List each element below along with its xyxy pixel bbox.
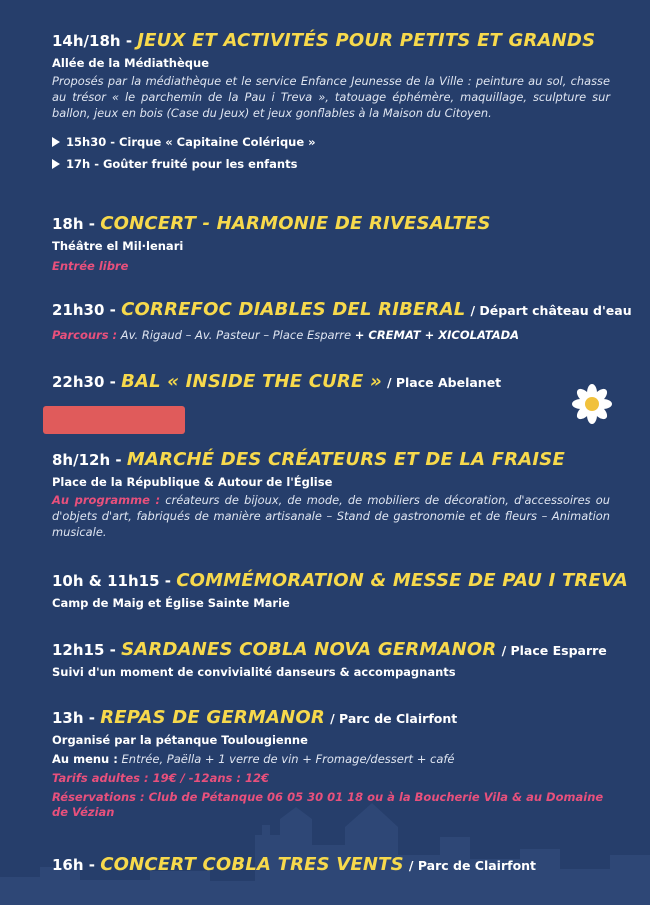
event-menu: Au menu : Entrée, Paëlla + 1 verre de vin + Fromage/dessert + café [52,752,455,766]
event-time: 8h/12h [52,451,111,469]
event-sardanes: 12h15 - SARDANES COBLA NOVA GERMANOR / Place Esparre Suivi d'un moment de convivialité danseurs & accompagnants [52,641,610,679]
event-time: 18h [52,215,84,233]
event-reservations: Réservations : Club de Pétanque 06 05 30 01 18 ou à la Boucherie Vila & au Domaine de Vézian [52,790,604,819]
event-title: SARDANES COBLA NOVA GERMANOR [121,639,497,660]
event-title: CONCERT COBLA TRES VENTS [100,854,404,875]
event-title: CONCERT - HARMONIE DE RIVESALTES [100,213,491,234]
event-title: CORREFOC DIABLES DEL RIBERAL [121,299,466,320]
event-concert-cobla: 16h - CONCERT COBLA TRES VENTS / Parc de Clairfont [52,854,537,875]
event-title: JEUX ET ACTIVITÉS POUR PETITS ET GRANDS [137,30,596,51]
event-commemoration: 10h & 11h15 - COMMÉMORATION & MESSE DE PAU I TREVA Camp de Maig et Église Sainte Marie [52,570,629,610]
event-place: / Départ château d'eau [470,303,632,318]
event-repas-germanor: 13h - REPAS DE GERMANOR / Parc de Clairfont Organisé par la pétanque Toulougienne Au menu : Entrée, Paëlla + 1 verre de vin + Fromage/dessert + café Tarifs adultes : 19€ / -12ans : 12€ Réservations : Club de Pétanque 06 05 30 01 18 ou à la Boucherie Vila & au Domaine de Vézian [52,709,610,820]
event-description: Proposés par la médiathèque et le service Enfance Jeunesse de la Ville : peinture au sol, chasse au trésor « le parchemin de la Pau i Treva », tatouage éphémère, maquillage, sculpture sur ballon, jeux en bois (Case du Jeux) et jeux gonflables à la Maison du Citoyen. [52,74,610,120]
event-note: Entrée libre [52,259,129,273]
event-prices: Tarifs adultes : 19€ / -12ans : 12€ [52,771,269,785]
event-place: / Parc de Clairfont [330,711,458,726]
event-correfoc: 21h30 - CORREFOC DIABLES DEL RIBERAL / Départ château d'eau Parcours : Av. Rigaud – Av. Pasteur – Place Esparre + CREMAT + XICOLATADA [52,299,632,342]
event-location: Suivi d'un moment de convivialité danseurs & accompagnants [52,665,456,679]
daisy-flower-icon [571,383,613,425]
event-jeux-activites: 14h/18h - JEUX ET ACTIVITÉS POUR PETITS ET GRANDS Allée de la Médiathèque Proposés par la médiathèque et le service Enfance Jeunesse de la Ville : peinture au sol, chasse au trésor « le parchemin de la Pau i Treva », tatouage éphémère, maquillage, sculpture sur ballon, jeux en bois (Case du Jeux) et jeux gonflables à la Maison du Citoyen. 15h30 - Cirque « Capitaine Colérique » 17h - Goûter fruité pour les enfants [52,30,610,171]
event-place: / Parc de Clairfont [408,858,537,873]
event-program: Au programme : créateurs de bijoux, de mode, de mobiliers de décoration, d'accessoires ou d'objets d'art, fabriqués de manière artisanale – Stand de gastronomie et de fleurs – Animation musicale. [52,493,610,539]
event-bullet: 17h - Goûter fruité pour les enfants [52,157,610,171]
event-title: BAL « INSIDE THE CURE » [121,371,382,392]
event-time: 22h30 [52,373,105,391]
event-title: REPAS DE GERMANOR [100,707,325,728]
event-title: MARCHÉ DES CRÉATEURS ET DE LA FRAISE [126,449,565,470]
event-time: 13h [52,709,84,727]
event-route: Parcours : Av. Rigaud – Av. Pasteur – Place Esparre + CREMAT + XICOLATADA [52,328,520,342]
event-time: 16h [52,856,84,874]
triangle-bullet-icon [52,159,60,169]
event-time: 21h30 [52,301,105,319]
event-time: 12h15 [52,641,105,659]
event-time: 10h & 11h15 [52,572,160,590]
event-concert-harmonie: 18h - CONCERT - HARMONIE DE RIVESALTES Théâtre el Mil·lenari Entrée libre [52,215,610,273]
event-location: Camp de Maig et Église Sainte Marie [52,596,290,610]
event-title: COMMÉMORATION & MESSE DE PAU I TREVA [176,570,629,591]
event-location: Allée de la Médiathèque [52,56,210,70]
event-place: / Place Abelanet [386,375,502,390]
triangle-bullet-icon [52,137,60,147]
event-time: 14h/18h [52,32,121,50]
event-place: / Place Esparre [501,643,607,658]
event-bullet: 15h30 - Cirque « Capitaine Colérique » [52,135,610,149]
event-bal: 22h30 - BAL « INSIDE THE CURE » / Place Abelanet [52,371,502,392]
event-location: Théâtre el Mil·lenari [52,239,184,253]
day-badge [43,406,185,434]
event-organizer: Organisé par la pétanque Toulougienne [52,733,308,747]
event-marche-createurs: 8h/12h - MARCHÉ DES CRÉATEURS ET DE LA FRAISE Place de la République & Autour de l'Église Au programme : créateurs de bijoux, de mode, de mobiliers de décoration, d'accessoires ou d'objets d'art, fabriqués de manière artisanale – Stand de gastronomie et de fleurs – Animation musicale. [52,449,610,539]
event-location: Place de la République & Autour de l'Église [52,475,333,489]
